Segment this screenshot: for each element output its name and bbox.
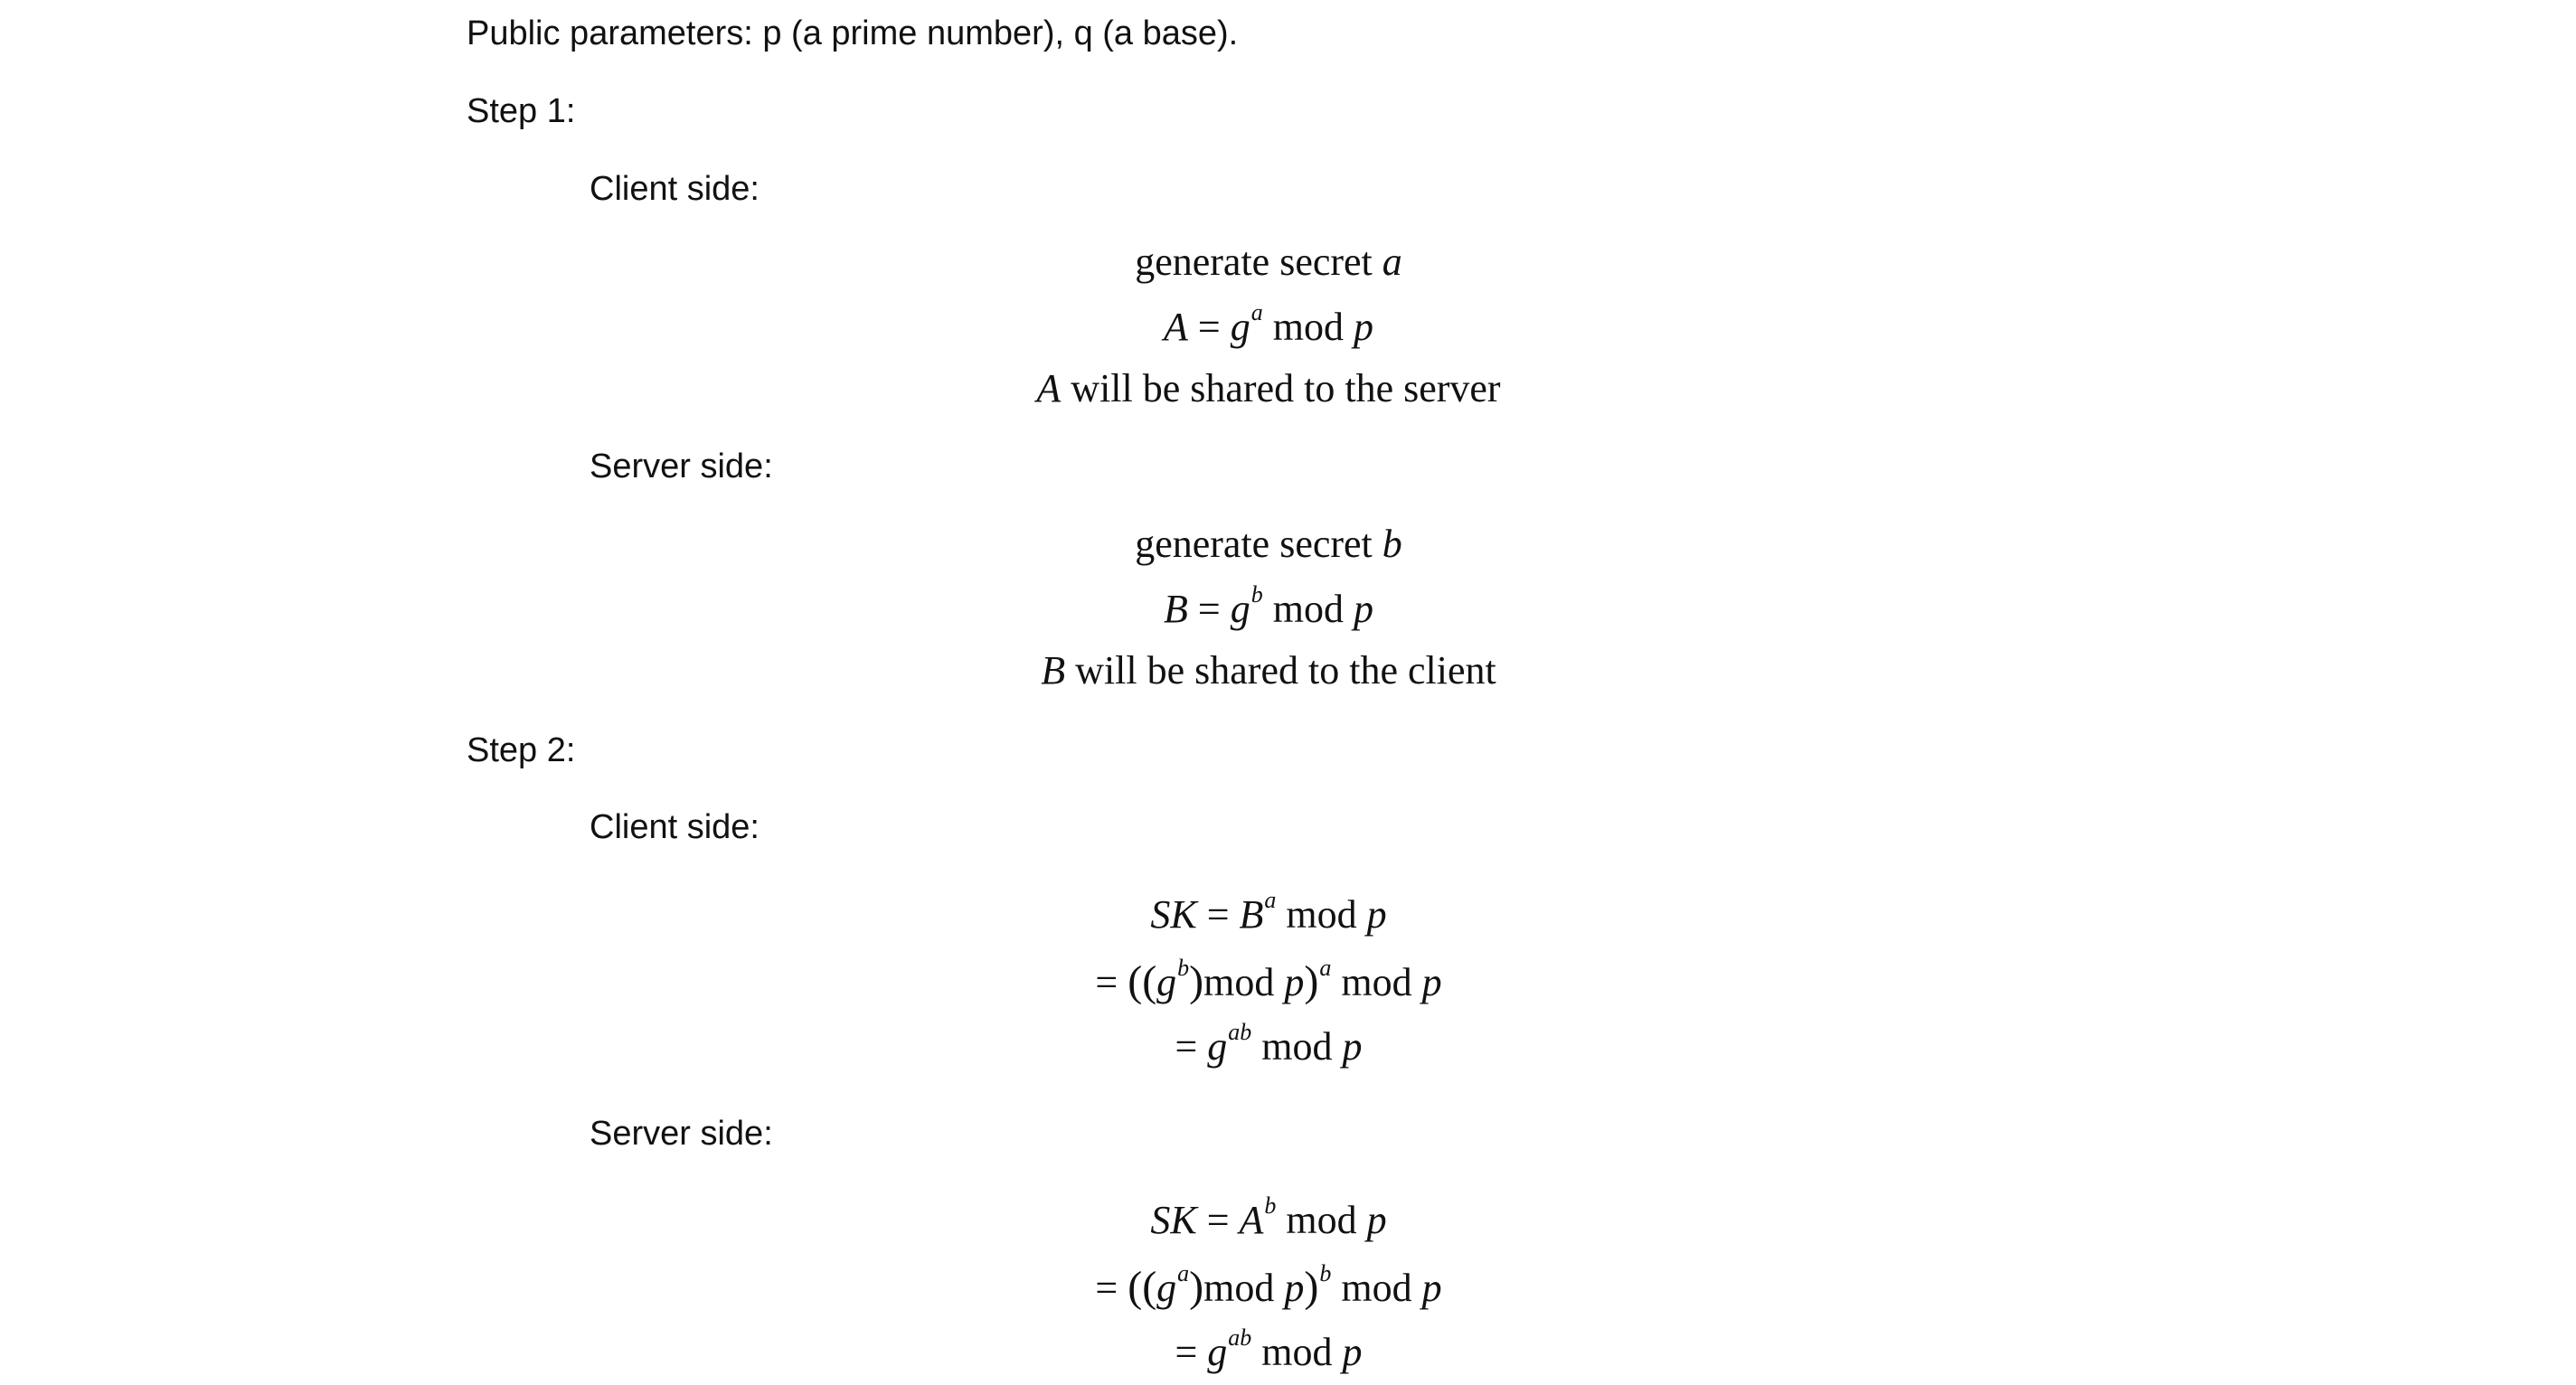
equation-base: B [1239, 892, 1264, 937]
secret-variable: a [1382, 240, 1402, 284]
step2-client-label: Client side: [590, 808, 760, 846]
step1-server-equation: $B = g^b$ mod p [1164, 580, 1373, 631]
public-parameters-text: Public parameters: p (a prime number), q (a base). [467, 14, 1239, 52]
step1-server-generate-secret [1135, 524, 1402, 564]
step1-heading: Step 1: [467, 92, 576, 130]
equation-lhs: SK [1150, 1198, 1197, 1242]
equation-modulus: p [1366, 1198, 1387, 1242]
equation-base: g [1207, 1330, 1228, 1374]
step1-client-label: Client side: [590, 170, 760, 208]
step2-server-eq2: = ($(g^a)mod$ p)$^b$ mod p [1095, 1259, 1442, 1311]
step2-client-eq1: SK = $B^a$ mod p [1150, 886, 1387, 937]
equation-modulus: p [1342, 1024, 1363, 1069]
equation-exponent: ab [1228, 1324, 1252, 1351]
equation-mod: mod [1203, 1266, 1275, 1310]
step2-client-eq3: = $g^{ab}$ mod p [1175, 1018, 1363, 1069]
generate-secret-text: generate secret [1135, 240, 1373, 284]
equation-modulus: p [1353, 305, 1373, 349]
equation-exponent: b [1250, 580, 1263, 608]
equation-exponent: ab [1228, 1018, 1252, 1045]
step2-heading: Step 2: [467, 731, 576, 769]
step2-server-eq3: = $g^{ab}$ mod p [1175, 1324, 1363, 1374]
equation-lhs: A [1164, 305, 1188, 349]
shared-text: will be shared to the server [1071, 366, 1501, 410]
equation-modulus: p [1366, 892, 1387, 937]
equation-modulus-outer: p [1421, 1266, 1442, 1310]
step2-server-eq1: SK = $A^b$ mod p [1150, 1192, 1387, 1242]
equation-mod: mod [1261, 1330, 1333, 1374]
step1-server-label: Server side: [590, 448, 773, 485]
equation-modulus: p [1284, 960, 1305, 1004]
shared-variable: A [1036, 366, 1062, 410]
equation-mod: mod [1272, 587, 1344, 631]
outer-exponent: b [1319, 1259, 1332, 1286]
equation-mod: mod [1261, 1024, 1333, 1069]
equation-mod: mod [1272, 305, 1344, 349]
equation-mod-outer: mod [1341, 1266, 1412, 1310]
equation-mod-outer: mod [1341, 960, 1412, 1004]
equation-exponent: a [1264, 886, 1277, 913]
equation-base: g [1230, 305, 1250, 349]
equation-exponent: a [1250, 298, 1263, 325]
inner-exponent: a [1177, 1259, 1190, 1286]
equation-base: g [1207, 1024, 1228, 1069]
step1-server-shared-statement [1041, 648, 1496, 692]
generate-secret-text: generate secret [1135, 522, 1373, 566]
inner-exponent: b [1177, 954, 1190, 981]
equation-modulus-outer: p [1421, 960, 1442, 1004]
inner-base: g [1156, 960, 1177, 1004]
shared-variable: B [1041, 648, 1066, 692]
outer-exponent: a [1319, 954, 1332, 981]
step2-server-label: Server side: [590, 1115, 773, 1153]
equation-lhs: B [1164, 587, 1188, 631]
step1-client-shared-statement [1036, 366, 1501, 410]
secret-variable: b [1382, 522, 1402, 566]
equation-modulus: p [1342, 1330, 1363, 1374]
step1-client-generate-secret [1135, 242, 1402, 282]
equation-exponent: b [1264, 1192, 1277, 1219]
step1-client-equation: $A = g^a$ mod p [1164, 298, 1373, 349]
step2-client-eq2: = ($(g^b)mod$ p)$^a$ mod p [1095, 954, 1442, 1005]
shared-text: will be shared to the client [1075, 648, 1496, 692]
equation-mod: mod [1286, 1198, 1357, 1242]
equation-base: A [1239, 1198, 1264, 1242]
equation-mod: mod [1286, 892, 1357, 937]
equation-mod: mod [1203, 960, 1275, 1004]
equation-lhs: SK [1150, 892, 1197, 937]
equation-base: g [1230, 587, 1250, 631]
equation-modulus: p [1353, 587, 1373, 631]
equation-modulus: p [1284, 1266, 1305, 1310]
inner-base: g [1156, 1266, 1177, 1310]
